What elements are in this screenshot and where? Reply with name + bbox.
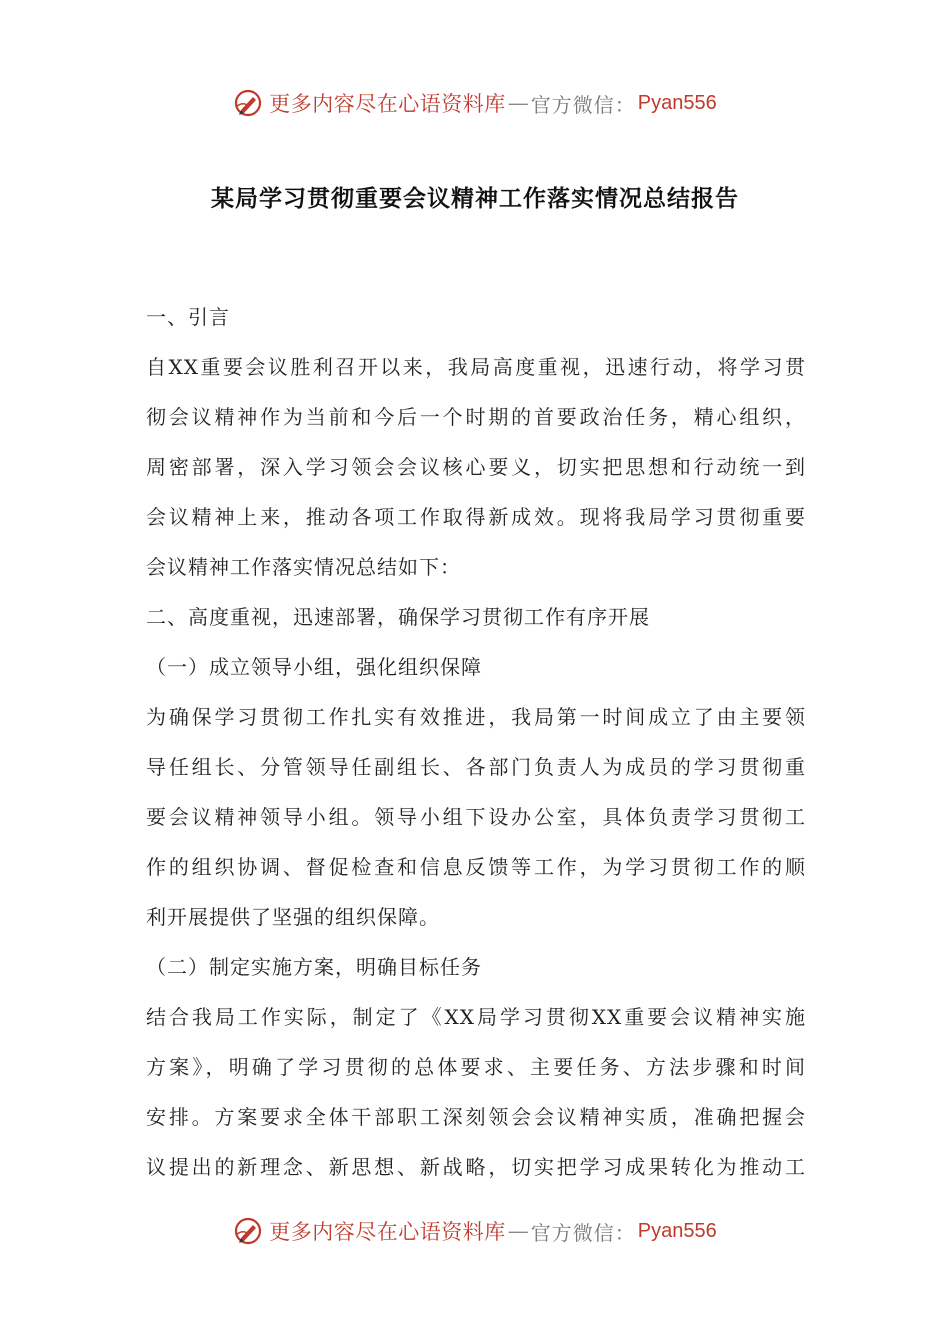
body-line: （一）成立领导小组，强化组织保障 [146, 655, 482, 679]
pen-logo-icon [233, 88, 263, 118]
body-line: 作的组织协调、督促检查和信息反馈等工作，为学习贯彻工作的顺 [146, 855, 806, 879]
document-body [146, 292, 806, 1192]
header-watermark [0, 83, 950, 123]
watermark-dash: — [507, 91, 529, 115]
watermark-wechat-id: Pyan556 [637, 1219, 717, 1242]
watermark-wechat-label: 官方微信： [530, 92, 636, 117]
footer-watermark [0, 1211, 950, 1251]
body-line: 要会议精神领导小组。领导小组下设办公室，具体负责学习贯彻工 [146, 805, 806, 829]
body-line: 自XX重要会议胜利召开以来，我局高度重视，迅速行动，将学习贯 [146, 355, 806, 379]
watermark-wechat-id: Pyan556 [637, 91, 717, 114]
body-line: 方案》，明确了学习贯彻的总体要求、主要任务、方法步骤和时间 [146, 1055, 806, 1079]
watermark-dash: — [507, 1219, 529, 1243]
body-line: 导任组长、分管领导任副组长、各部门负责人为成员的学习贯彻重 [146, 755, 806, 779]
watermark-library-text: 更多内容尽在心语资料库 [269, 1220, 506, 1244]
watermark-wechat-label: 官方微信： [530, 1220, 636, 1245]
body-line: 结合我局工作实际，制定了《XX局学习贯彻XX重要会议精神实施 [146, 1005, 806, 1029]
body-line: 一、引言 [146, 305, 230, 329]
body-line: 议提出的新理念、新思想、新战略，切实把学习成果转化为推动工 [146, 1155, 806, 1179]
body-line: 安排。方案要求全体干部职工深刻领会会议精神实质，准确把握会 [146, 1105, 806, 1129]
pen-logo-icon [233, 1216, 263, 1246]
document-title: 某局学习贯彻重要会议精神工作落实情况总结报告 [211, 186, 739, 212]
body-line: （二）制定实施方案，明确目标任务 [146, 955, 482, 979]
body-line: 二、高度重视，迅速部署，确保学习贯彻工作有序开展 [146, 605, 650, 629]
body-line: 利开展提供了坚强的组织保障。 [146, 905, 440, 929]
body-line: 彻会议精神作为当前和今后一个时期的首要政治任务，精心组织， [146, 405, 806, 429]
body-line: 周密部署，深入学习领会会议核心要义，切实把思想和行动统一到 [146, 455, 806, 479]
body-line: 会议精神工作落实情况总结如下： [146, 555, 461, 579]
body-line: 会议精神上来，推动各项工作取得新成效。现将我局学习贯彻重要 [146, 505, 806, 529]
body-line: 为确保学习贯彻工作扎实有效推进，我局第一时间成立了由主要领 [146, 705, 806, 729]
watermark-library-text: 更多内容尽在心语资料库 [269, 92, 506, 116]
